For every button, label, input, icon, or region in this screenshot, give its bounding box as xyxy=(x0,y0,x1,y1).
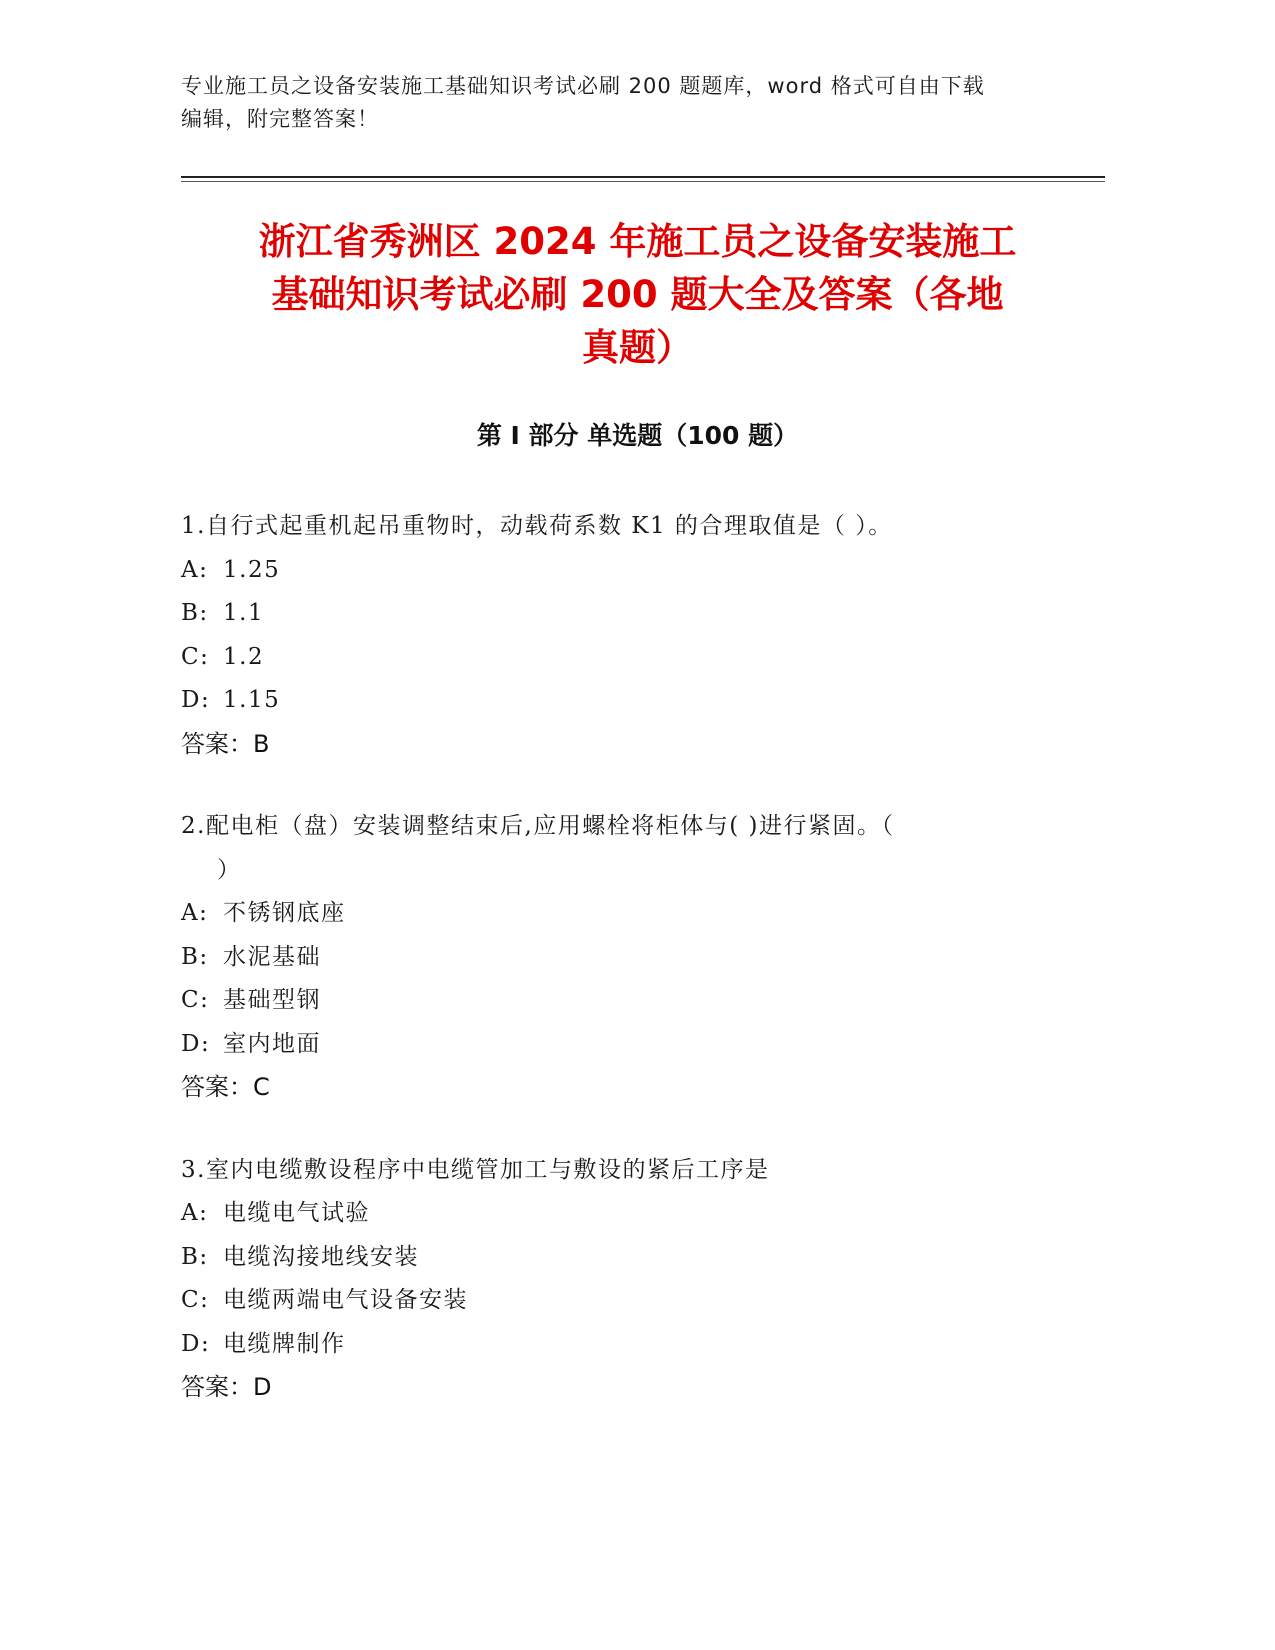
option-text: 水泥基础 xyxy=(223,943,321,970)
answer: 答案：C xyxy=(181,1073,270,1101)
option-key: A: xyxy=(181,1200,209,1226)
option-key: B: xyxy=(181,1243,209,1270)
option-text: 电缆沟接地线安装 xyxy=(223,1243,419,1270)
option-key: C: xyxy=(181,643,210,670)
option-b xyxy=(181,1236,1061,1280)
option-b xyxy=(181,936,1061,980)
document-title-line-2: 基础知识考试必刷 200 题大全及答案（各地 xyxy=(271,273,1004,316)
option-d xyxy=(181,1023,1061,1067)
option-c xyxy=(181,1279,1061,1323)
question-stem: 3.室内电缆敷设程序中电缆管加工与敷设的紧后工序是 xyxy=(181,1156,770,1183)
option-text: 电缆电气试验 xyxy=(223,1200,370,1226)
document-title-line-3: 真题） xyxy=(582,326,693,369)
option-a xyxy=(181,549,1061,593)
option-b xyxy=(181,592,1061,636)
answer: 答案：D xyxy=(181,1373,272,1401)
header-divider-thin xyxy=(181,181,1105,182)
question-1 xyxy=(181,505,1061,766)
question-stem: 1.自行式起重机起吊重物时，动载荷系数 K1 的合理取值是（ ）。 xyxy=(181,513,893,539)
header-note-line-2: 编辑，附完整答案！ xyxy=(181,107,379,131)
option-text: 基础型钢 xyxy=(223,987,321,1013)
option-key: D: xyxy=(181,1330,211,1357)
option-key: D: xyxy=(181,1030,211,1057)
option-d xyxy=(181,679,1061,723)
option-c xyxy=(181,979,1061,1023)
option-a xyxy=(181,1192,1061,1236)
document-title xyxy=(150,215,1125,374)
option-text: 室内地面 xyxy=(223,1030,321,1057)
option-key: A: xyxy=(181,900,209,926)
question-3 xyxy=(181,1149,1061,1410)
option-key: C: xyxy=(181,987,210,1013)
question-stem xyxy=(181,805,1061,892)
option-text: 1.1 xyxy=(223,600,265,626)
option-key: A: xyxy=(181,556,209,583)
option-text: 不锈钢底座 xyxy=(223,900,346,926)
header-note-line-1: 专业施工员之设备安装施工基础知识考试必刷 200 题题库，word 格式可自由下载 xyxy=(181,74,985,98)
option-text: 1.15 xyxy=(223,687,281,713)
question-2 xyxy=(181,805,1061,1110)
option-d xyxy=(181,1323,1061,1367)
option-key: B: xyxy=(181,600,209,626)
answer: 答案：B xyxy=(181,729,270,758)
option-a xyxy=(181,892,1061,936)
option-text: 1.2 xyxy=(223,643,265,670)
option-text: 电缆牌制作 xyxy=(223,1330,346,1357)
option-key: D: xyxy=(181,687,211,713)
document-title-line-1: 浙江省秀洲区 2024 年施工员之设备安装施工 xyxy=(258,220,1017,263)
section-title: 第 I 部分 单选题（100 题） xyxy=(476,421,799,450)
question-stem-text: 2.配电柜（盘）安装调整结束后,应用螺栓将柜体与( )进行紧固。（ xyxy=(181,813,895,839)
option-text: 1.25 xyxy=(223,556,281,583)
option-key: C: xyxy=(181,1287,210,1313)
option-c xyxy=(181,636,1061,680)
question-list xyxy=(181,505,1061,1449)
header-note xyxy=(181,70,1061,136)
option-key: B: xyxy=(181,943,209,970)
question-stem-continuation: ） xyxy=(217,856,242,883)
option-text: 电缆两端电气设备安装 xyxy=(223,1287,468,1313)
header-divider-thick xyxy=(181,176,1105,178)
